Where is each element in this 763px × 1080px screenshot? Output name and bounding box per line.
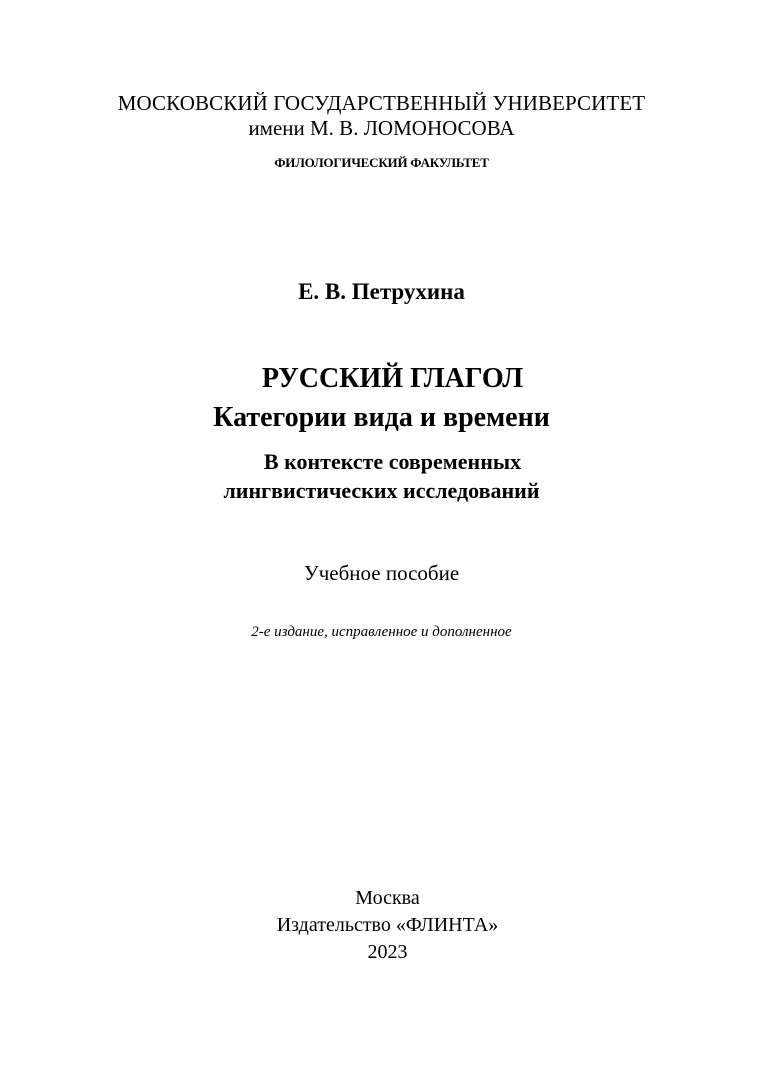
university-name: МОСКОВСКИЙ ГОСУДАРСТВЕННЫЙ УНИВЕРСИТЕТ xyxy=(117,91,646,115)
book-subtitle-line-1: В контексте современных xyxy=(263,449,522,474)
book-subtitle-line-2: лингвистических исследований xyxy=(223,478,540,503)
author-name: Е. В. Петрухина xyxy=(298,279,465,304)
book-subtitle: Категории вида и времени xyxy=(213,402,550,433)
imprint-year: 2023 xyxy=(367,941,408,963)
publication-type: Учебное пособие xyxy=(303,561,460,585)
book-title: РУССКИЙ ГЛАГОЛ xyxy=(261,363,524,394)
university-named-after: имени М. В. ЛОМОНОСОВА xyxy=(248,116,515,140)
edition-note: 2-е издание, исправленное и дополненное xyxy=(251,624,512,640)
imprint-publisher: Издательство «ФЛИНТА» xyxy=(276,914,499,936)
faculty-name: ФИЛОЛОГИЧЕСКИЙ ФАКУЛЬТЕТ xyxy=(274,155,489,170)
imprint-city: Москва xyxy=(355,887,420,909)
